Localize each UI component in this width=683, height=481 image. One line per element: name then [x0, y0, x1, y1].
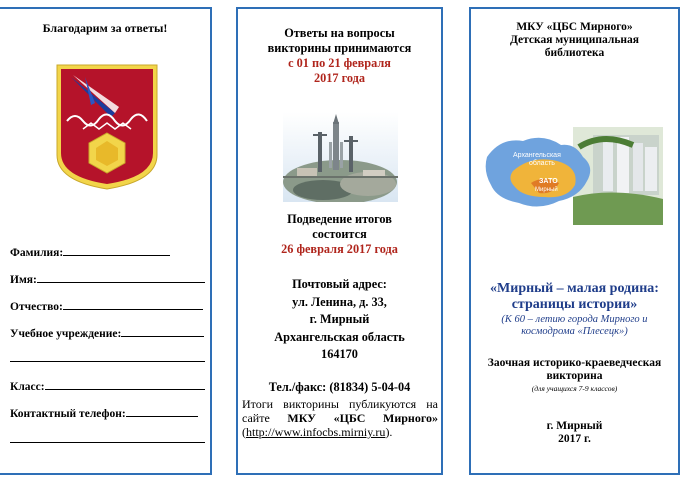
school-field-extra-line[interactable] — [10, 361, 205, 362]
map-region-label-1: Архангельская — [513, 152, 561, 159]
org-line-3: библиотека — [544, 47, 605, 59]
quiz-line-1: Заочная историко-краеведческая — [487, 357, 662, 369]
name-label: Имя: — [10, 274, 37, 286]
organization-header — [471, 21, 678, 60]
phone-field-extra-line[interactable] — [10, 442, 205, 443]
address-city: г. Мирный — [309, 312, 370, 326]
left-panel — [0, 7, 212, 475]
results-date: 26 февраля 2017 года — [281, 242, 398, 256]
quiz-type — [471, 357, 678, 383]
publish-open: ( — [242, 425, 246, 439]
address-region: Архангельская область — [274, 329, 405, 344]
quiz-subtitle — [471, 314, 678, 338]
address-zip: 164170 — [321, 347, 358, 361]
map-zato-label: ЗАТО — [539, 178, 558, 185]
publish-org: МКУ «ЦБС Мирного» — [287, 411, 438, 425]
accept-info — [238, 26, 441, 86]
publish-prefix: Итоги викторины публикуются на сайте — [242, 397, 438, 425]
surname-field[interactable] — [10, 245, 206, 259]
accept-year: 2017 года — [313, 71, 366, 85]
org-line-2: Детская муниципальная — [509, 34, 640, 46]
map-city-label: Мирный — [535, 187, 558, 193]
org-line-1: МКУ «ЦБС Мирного» — [516, 21, 633, 33]
quiz-title — [471, 281, 678, 313]
results-info — [238, 212, 441, 257]
phone-fax: Тел./факс: (81834) 5-04-04 — [268, 380, 411, 394]
phone-field[interactable] — [10, 406, 206, 420]
school-label: Учебное учреждение: — [10, 328, 122, 340]
library-website-link[interactable]: http://www.infocbs.mirniy.ru — [246, 425, 386, 439]
publish-info — [242, 397, 438, 439]
results-line-2: состоится — [312, 227, 367, 241]
middle-panel — [236, 7, 443, 475]
title-line-2: страницы истории» — [511, 297, 638, 312]
title-line-1: «Мирный – малая родина: — [490, 281, 659, 296]
accept-dates: с 01 по 21 февраля — [288, 56, 391, 70]
subtitle-line-1: (К 60 – летию города Мирного и — [501, 314, 648, 325]
map-region-label-2: область — [529, 160, 555, 167]
surname-label: Фамилия: — [10, 247, 64, 259]
footer-place-year — [471, 420, 678, 446]
patronymic-field[interactable] — [10, 299, 206, 313]
phone-label: Контактный телефон: — [10, 408, 126, 420]
thanks-text: Благодарим за ответы! — [42, 21, 168, 35]
footer-city: г. Мирный — [546, 420, 603, 432]
school-field[interactable] — [10, 326, 206, 340]
mirny-coat-of-arms-icon — [55, 63, 159, 191]
patronymic-label: Отчество: — [10, 301, 63, 313]
quiz-line-2: викторина — [546, 370, 603, 382]
postal-address — [238, 276, 441, 364]
audience-note: (для учащихся 7-9 классов) — [531, 384, 618, 393]
grade-field[interactable] — [10, 379, 206, 393]
grade-label: Класс: — [10, 381, 45, 393]
results-line-1: Подведение итогов — [287, 212, 392, 226]
subtitle-line-2: космодрома «Плесецк») — [521, 326, 628, 337]
region-map-illustration — [483, 127, 663, 225]
name-field[interactable] — [10, 272, 206, 286]
footer-year: 2017 г. — [558, 433, 591, 445]
publish-close: ). — [385, 425, 393, 439]
right-panel — [469, 7, 680, 475]
cosmodrome-rocket-photo — [283, 112, 398, 202]
address-title: Почтовый адрес: — [292, 277, 387, 291]
accept-line-2: викторины принимаются — [267, 41, 412, 55]
address-street: ул. Ленина, д. 33, — [292, 294, 387, 309]
accept-line-1: Ответы на вопросы — [284, 26, 395, 40]
